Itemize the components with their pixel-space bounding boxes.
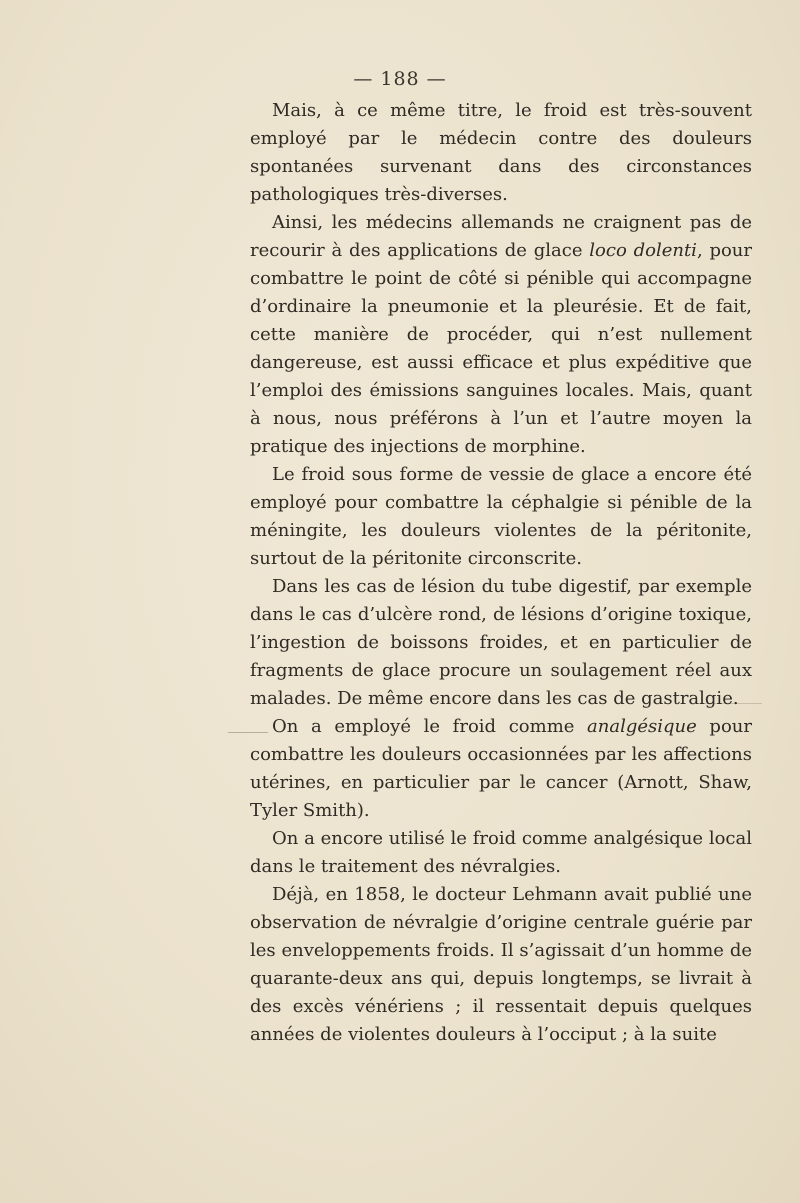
paragraph-text: On a employé le froid comme	[272, 716, 588, 737]
paragraph: Dans les cas de lésion du tube digestif, par exemple dans le cas d’ulcère rond, de lésions d’origine toxique, l’ingestion de boissons froides, et en particulier de fragments de glace procure un soulagement réel aux malades. De même encore dans les cas de gastralgie.	[250, 576, 752, 709]
italic-phrase: analgésique	[587, 716, 697, 737]
italic-phrase: loco dolenti	[589, 240, 697, 261]
paragraph	[250, 713, 752, 825]
paragraph-text: Ainsi, les médecins allemands ne craignent pas de recourir à des applications de glace	[250, 212, 752, 261]
paragraph: Le froid sous forme de vessie de glace a encore été employé pour combattre la céphalgie si pénible de la méningite, les douleurs violentes de la péritonite, surtout de la péritonite circonscrite.	[250, 464, 752, 569]
page-number: — 188 —	[353, 68, 447, 90]
paragraph-text: pour combattre les douleurs occasionnées par les affections utérines, en particulier par le cancer (Arnott, Shaw, Tyler Smith).	[250, 716, 752, 821]
paragraph: Déjà, en 1858, le docteur Lehmann avait publié une observation de névralgie d’origine centrale guérie par les enveloppements froids. Il s’agissait d’un homme de quarante-deux ans qui, depuis longtemps, se livrait à des excès vénériens ; il ressentait depuis quelques années de violentes douleurs à l’occiput ; à la suite	[250, 884, 752, 1045]
paragraph	[250, 209, 752, 461]
paragraph: Mais, à ce même titre, le froid est très-souvent employé par le médecin contre des douleurs spontanées survenant dans des circonstances pathologiques très-diverses.	[250, 100, 752, 205]
paragraph: On a encore utilisé le froid comme analgésique local dans le traitement des névralgies.	[250, 828, 752, 877]
body-text	[250, 97, 752, 1049]
paragraph-text: , pour combattre le point de côté si pénible qui accompagne d’ordinaire la pneumonie et la pleurésie. Et de fait, cette manière de procéder, qui n’est nullement dangereuse, est aussi efficace et plus expéditive que l’emploi des émissions sanguines locales. Mais, quant à nous, nous préférons à l’un et l’autre moyen la pratique des injections de morphine.	[250, 240, 753, 457]
